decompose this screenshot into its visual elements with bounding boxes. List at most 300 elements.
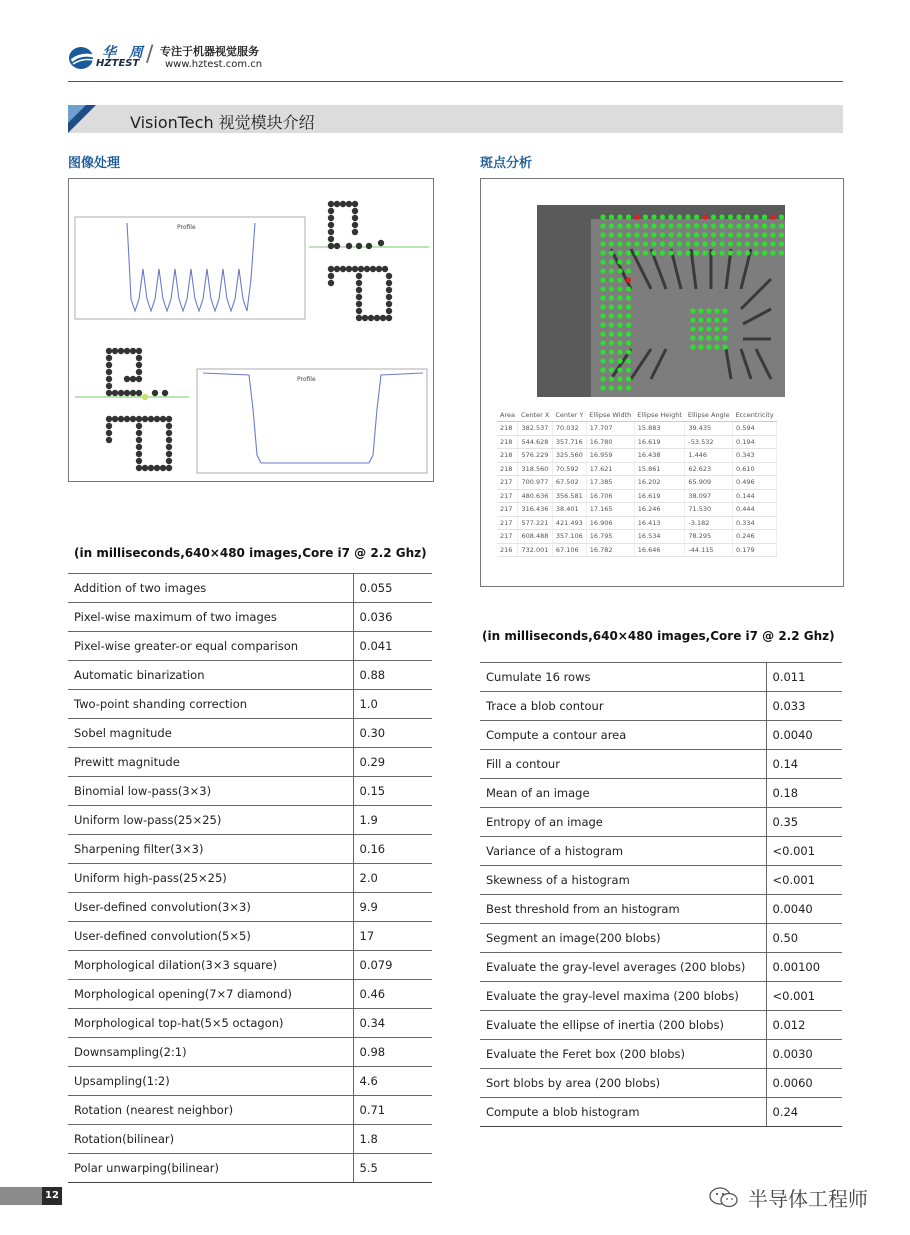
time-value: 0.34 <box>353 1009 432 1038</box>
blob-marker <box>634 214 639 219</box>
blob-cell: 0.144 <box>733 489 777 503</box>
blob-cell: 16.706 <box>586 489 634 503</box>
blob-marker <box>600 340 605 345</box>
time-value: 0.15 <box>353 777 432 806</box>
blob-marker <box>600 304 605 309</box>
blob-row <box>497 489 777 503</box>
blob-cell: 700.977 <box>518 476 552 490</box>
blob-cell: 16.782 <box>586 543 634 557</box>
blob-marker <box>626 340 631 345</box>
table-row <box>480 982 842 1011</box>
blob-marker <box>600 358 605 363</box>
logo-chinese-name: 华 周 <box>102 45 147 61</box>
blob-marker <box>694 214 699 219</box>
blob-marker <box>609 331 614 336</box>
operation-label: Mean of an image <box>480 779 766 808</box>
blob-marker <box>626 385 631 390</box>
blob-marker <box>617 367 622 372</box>
table-row <box>68 1154 432 1183</box>
blob-marker <box>617 241 622 246</box>
blob-marker <box>685 214 690 219</box>
blob-cell: 325.560 <box>552 449 586 463</box>
table-row <box>68 1125 432 1154</box>
table-row <box>480 1069 842 1098</box>
blob-marker <box>600 385 605 390</box>
blob-marker <box>690 317 695 322</box>
blob-cell: 217 <box>497 530 518 544</box>
blob-marker <box>600 223 605 228</box>
time-value: 0.14 <box>766 750 842 779</box>
blob-marker <box>706 335 711 340</box>
banner-accent-light <box>68 105 86 123</box>
blob-marker <box>634 241 639 246</box>
blob-marker <box>660 223 665 228</box>
time-value: 0.88 <box>353 661 432 690</box>
blob-marker <box>722 317 727 322</box>
blob-marker <box>617 322 622 327</box>
blob-marker <box>600 259 605 264</box>
left-table-caption: (in milliseconds,640×480 images,Core i7 @ 2.2 Ghz) <box>74 546 427 560</box>
blob-cell: 480.636 <box>518 489 552 503</box>
blob-cell: 38.097 <box>685 489 733 503</box>
blob-marker <box>626 241 631 246</box>
blob-marker <box>736 232 741 237</box>
operation-label: Morphological top-hat(5×5 octagon) <box>68 1009 353 1038</box>
blob-cell: 0.334 <box>733 516 777 530</box>
blob-cell: 0.496 <box>733 476 777 490</box>
blob-cell: 217 <box>497 516 518 530</box>
blob-cell: 17.621 <box>586 462 634 476</box>
blob-marker <box>677 250 682 255</box>
blob-marker <box>694 223 699 228</box>
blob-marker <box>728 250 733 255</box>
blob-cell: 15.861 <box>634 462 685 476</box>
time-value: 0.35 <box>766 808 842 837</box>
blob-marker <box>677 223 682 228</box>
blob-marker <box>626 358 631 363</box>
blob-marker <box>609 367 614 372</box>
time-value: 0.0040 <box>766 721 842 750</box>
table-row <box>480 1098 842 1127</box>
blob-marker <box>702 241 707 246</box>
time-value: 0.041 <box>353 632 432 661</box>
blob-cell: 316.436 <box>518 503 552 517</box>
time-value: <0.001 <box>766 837 842 866</box>
table-row <box>480 895 842 924</box>
blob-marker <box>609 340 614 345</box>
blob-marker <box>762 223 767 228</box>
time-value: 1.9 <box>353 806 432 835</box>
blob-analysis-figure <box>480 178 844 587</box>
operation-label: Evaluate the gray-level maxima (200 blobs) <box>480 982 766 1011</box>
blob-marker <box>698 335 703 340</box>
blob-marker <box>711 214 716 219</box>
table-row <box>480 953 842 982</box>
blob-marker <box>609 223 614 228</box>
table-row <box>480 808 842 837</box>
blob-marker <box>617 304 622 309</box>
blob-marker <box>770 241 775 246</box>
time-value: 17 <box>353 922 432 951</box>
operation-label: Prewitt magnitude <box>68 748 353 777</box>
blob-analysis-illustration <box>481 179 843 409</box>
blob-marker <box>634 232 639 237</box>
table-row <box>480 924 842 953</box>
table-row <box>480 721 842 750</box>
operation-label: Cumulate 16 rows <box>480 663 766 692</box>
table-row <box>68 922 432 951</box>
blob-cell: -53.532 <box>685 435 733 449</box>
blob-marker <box>626 259 631 264</box>
blob-marker <box>651 241 656 246</box>
table-row <box>68 1096 432 1125</box>
operation-label: Addition of two images <box>68 574 353 603</box>
blob-marker <box>634 250 639 255</box>
blob-column-header: Ellipse Height <box>634 409 685 422</box>
time-value: 0.50 <box>766 924 842 953</box>
blob-row <box>497 516 777 530</box>
operation-label: Skewness of a histogram <box>480 866 766 895</box>
blob-marker <box>660 241 665 246</box>
blob-marker <box>626 223 631 228</box>
time-value: 0.24 <box>766 1098 842 1127</box>
blob-marker <box>753 250 758 255</box>
blob-marker <box>719 214 724 219</box>
blob-marker <box>711 250 716 255</box>
blob-marker <box>626 331 631 336</box>
blob-marker <box>719 241 724 246</box>
operation-label: Evaluate the gray-level averages (200 blobs) <box>480 953 766 982</box>
blob-marker <box>626 286 631 291</box>
table-row <box>68 690 432 719</box>
blob-cell: 0.610 <box>733 462 777 476</box>
blob-marker <box>634 223 639 228</box>
blob-marker <box>753 232 758 237</box>
blob-marker <box>609 322 614 327</box>
blob-marker <box>600 331 605 336</box>
blob-marker <box>600 268 605 273</box>
blob-marker <box>698 344 703 349</box>
blob-cell: 16.619 <box>634 489 685 503</box>
operation-label: Pixel-wise greater-or equal comparison <box>68 632 353 661</box>
blob-column-header: Ellipse Angle <box>685 409 733 422</box>
time-value: 0.98 <box>353 1038 432 1067</box>
blob-marker <box>617 358 622 363</box>
blob-marker <box>617 250 622 255</box>
blob-marker <box>600 376 605 381</box>
blob-marker <box>609 241 614 246</box>
blob-marker <box>677 241 682 246</box>
operation-label: Uniform high-pass(25×25) <box>68 864 353 893</box>
blob-marker <box>626 304 631 309</box>
blob-cell: 16.246 <box>634 503 685 517</box>
blob-cell: 218 <box>497 449 518 463</box>
blob-column-header: Area <box>497 409 518 422</box>
blob-cell: 544.628 <box>518 435 552 449</box>
blob-marker <box>668 214 673 219</box>
blob-column-header: Ellipse Width <box>586 409 634 422</box>
blob-marker <box>617 268 622 273</box>
operation-label: Rotation(bilinear) <box>68 1125 353 1154</box>
operation-label: Sharpening filter(3×3) <box>68 835 353 864</box>
table-row <box>68 806 432 835</box>
time-value: 0.18 <box>766 779 842 808</box>
blob-cell: 217 <box>497 476 518 490</box>
blob-row <box>497 435 777 449</box>
blob-marker <box>702 250 707 255</box>
blob-marker <box>762 241 767 246</box>
blob-cell: 16.202 <box>634 476 685 490</box>
blob-marker <box>694 250 699 255</box>
table-row <box>68 1009 432 1038</box>
blob-marker <box>651 232 656 237</box>
table-row <box>480 837 842 866</box>
blob-marker <box>719 232 724 237</box>
blob-marker <box>762 232 767 237</box>
blob-marker <box>668 223 673 228</box>
operation-label: Sort blobs by area (200 blobs) <box>480 1069 766 1098</box>
blob-row <box>497 503 777 517</box>
wechat-watermark: 半导体工程师 <box>748 1187 868 1211</box>
blob-marker <box>609 358 614 363</box>
blob-cell: 78.295 <box>685 530 733 544</box>
blob-marker <box>600 277 605 282</box>
blob-cell: 357.106 <box>552 530 586 544</box>
blob-marker <box>609 376 614 381</box>
blob-marker <box>702 223 707 228</box>
blob-marker <box>626 268 631 273</box>
time-value: 0.00100 <box>766 953 842 982</box>
blob-marker <box>736 241 741 246</box>
character-blobs-top <box>309 201 429 321</box>
blob-marker <box>600 241 605 246</box>
blob-cell: 732.001 <box>518 543 552 557</box>
operation-label: Pixel-wise maximum of two images <box>68 603 353 632</box>
blob-marker <box>770 250 775 255</box>
blob-cell: 608.488 <box>518 530 552 544</box>
blob-cell: 17.385 <box>586 476 634 490</box>
blob-marker <box>668 232 673 237</box>
blob-marker <box>617 223 622 228</box>
blob-row <box>497 449 777 463</box>
blob-cell: 15.883 <box>634 422 685 436</box>
table-row <box>480 750 842 779</box>
time-value: 1.8 <box>353 1125 432 1154</box>
time-value: 9.9 <box>353 893 432 922</box>
time-value: 0.0060 <box>766 1069 842 1098</box>
blob-marker <box>779 214 784 219</box>
blob-marker <box>651 250 656 255</box>
time-value: 0.055 <box>353 574 432 603</box>
blob-column-header: Eccentricity <box>733 409 777 422</box>
operation-label: Morphological opening(7×7 diamond) <box>68 980 353 1009</box>
blob-marker <box>745 250 750 255</box>
blob-marker <box>617 259 622 264</box>
blob-marker <box>651 214 656 219</box>
blob-marker <box>660 250 665 255</box>
blob-marker <box>609 304 614 309</box>
blob-marker <box>736 250 741 255</box>
blob-cell: 318.560 <box>518 462 552 476</box>
blob-marker <box>626 295 631 300</box>
table-row <box>68 835 432 864</box>
blob-marker <box>711 223 716 228</box>
operation-label: Upsampling(1:2) <box>68 1067 353 1096</box>
blob-marker <box>668 241 673 246</box>
table-row <box>68 719 432 748</box>
operation-label: User-defined convolution(5×5) <box>68 922 353 951</box>
blob-marker <box>719 223 724 228</box>
table-row <box>68 951 432 980</box>
blob-cell: 38.401 <box>552 503 586 517</box>
blob-marker <box>609 286 614 291</box>
blob-row <box>497 422 777 436</box>
blob-marker <box>753 214 758 219</box>
blob-marker <box>711 241 716 246</box>
blob-marker <box>779 232 784 237</box>
operation-label: Fill a contour <box>480 750 766 779</box>
blob-marker <box>609 250 614 255</box>
blob-marker <box>617 349 622 354</box>
hztest-logo-icon <box>68 45 96 71</box>
blob-marker <box>668 250 673 255</box>
blob-marker <box>779 223 784 228</box>
operation-label: Binomial low-pass(3×3) <box>68 777 353 806</box>
blob-cell: 62.623 <box>685 462 733 476</box>
image-processing-figure <box>68 178 434 482</box>
table-row <box>480 692 842 721</box>
operation-label: Rotation (nearest neighbor) <box>68 1096 353 1125</box>
blob-cell: 16.438 <box>634 449 685 463</box>
blob-marker <box>677 214 682 219</box>
image-processing-title: 图像处理 <box>68 156 121 171</box>
blob-marker <box>722 344 727 349</box>
blob-cell: -3.182 <box>685 516 733 530</box>
blob-marker <box>711 232 716 237</box>
operation-label: Segment an image(200 blobs) <box>480 924 766 953</box>
blob-cell: 0.444 <box>733 503 777 517</box>
blob-analysis-benchmark-table <box>480 662 842 1127</box>
blob-marker <box>626 367 631 372</box>
company-tagline: 专注于机器视觉服务 <box>160 45 259 58</box>
blob-marker <box>617 385 622 390</box>
blob-marker <box>714 308 719 313</box>
blob-marker <box>745 214 750 219</box>
blob-marker <box>626 232 631 237</box>
blob-cell: 0.194 <box>733 435 777 449</box>
blob-cell: 17.707 <box>586 422 634 436</box>
blob-marker <box>779 241 784 246</box>
blob-row <box>497 530 777 544</box>
blob-marker <box>609 232 614 237</box>
blob-cell: 216 <box>497 543 518 557</box>
operation-label: Evaluate the Feret box (200 blobs) <box>480 1040 766 1069</box>
time-value: 0.16 <box>353 835 432 864</box>
operation-label: Downsampling(2:1) <box>68 1038 353 1067</box>
time-value: 4.6 <box>353 1067 432 1096</box>
table-row <box>68 603 432 632</box>
blob-cell: 67.106 <box>552 543 586 557</box>
blob-marker <box>626 376 631 381</box>
blob-marker <box>626 214 631 219</box>
blob-marker <box>706 317 711 322</box>
blob-cell: 16.959 <box>586 449 634 463</box>
blob-marker <box>609 385 614 390</box>
blob-cell: 218 <box>497 435 518 449</box>
blob-analysis-title: 斑点分析 <box>480 156 533 171</box>
table-row <box>480 1040 842 1069</box>
operation-label: Sobel magnitude <box>68 719 353 748</box>
blob-cell: 16.795 <box>586 530 634 544</box>
time-value: 0.033 <box>766 692 842 721</box>
blob-cell: 576.229 <box>518 449 552 463</box>
blob-marker <box>685 223 690 228</box>
blob-marker <box>660 232 665 237</box>
blob-marker <box>660 214 665 219</box>
blob-marker <box>702 214 707 219</box>
company-website[interactable]: www.hztest.com.cn <box>165 59 263 70</box>
blob-marker <box>745 241 750 246</box>
blob-marker <box>677 232 682 237</box>
blob-marker <box>722 335 727 340</box>
table-row <box>68 980 432 1009</box>
image-processing-benchmark-table <box>68 573 432 1183</box>
blob-marker <box>651 223 656 228</box>
time-value: 1.0 <box>353 690 432 719</box>
blob-cell: 70.592 <box>552 462 586 476</box>
blob-results-table <box>497 409 777 557</box>
blob-cell: 65.909 <box>685 476 733 490</box>
wechat-icon <box>708 1186 740 1208</box>
blob-marker <box>609 277 614 282</box>
operation-label: Polar unwarping(bilinear) <box>68 1154 353 1183</box>
blob-marker <box>779 250 784 255</box>
blob-marker <box>690 326 695 331</box>
blob-marker <box>609 349 614 354</box>
blob-marker <box>600 214 605 219</box>
time-value: 5.5 <box>353 1154 432 1183</box>
time-value: 0.0030 <box>766 1040 842 1069</box>
blob-cell: 382.537 <box>518 422 552 436</box>
operation-label: Compute a blob histogram <box>480 1098 766 1127</box>
blob-marker <box>617 295 622 300</box>
blob-cell: 71.530 <box>685 503 733 517</box>
time-value: 0.011 <box>766 663 842 692</box>
blob-marker <box>690 344 695 349</box>
time-value: 2.0 <box>353 864 432 893</box>
time-value: 0.29 <box>353 748 432 777</box>
time-value: 0.30 <box>353 719 432 748</box>
blob-marker <box>736 214 741 219</box>
header-rule <box>68 81 843 82</box>
blob-marker <box>694 241 699 246</box>
blob-marker <box>706 344 711 349</box>
blob-cell: 16.534 <box>634 530 685 544</box>
blob-cell: 356.581 <box>552 489 586 503</box>
character-blobs-bottom <box>75 348 189 471</box>
blob-marker <box>643 241 648 246</box>
blob-cell: 39.435 <box>685 422 733 436</box>
blob-marker <box>617 277 622 282</box>
table-row <box>68 777 432 806</box>
table-row <box>68 632 432 661</box>
time-value: <0.001 <box>766 866 842 895</box>
blob-cell: 0.343 <box>733 449 777 463</box>
operation-label: User-defined convolution(3×3) <box>68 893 353 922</box>
operation-label: Uniform low-pass(25×25) <box>68 806 353 835</box>
profile-label-top: Profile <box>177 224 196 231</box>
time-value: 0.71 <box>353 1096 432 1125</box>
